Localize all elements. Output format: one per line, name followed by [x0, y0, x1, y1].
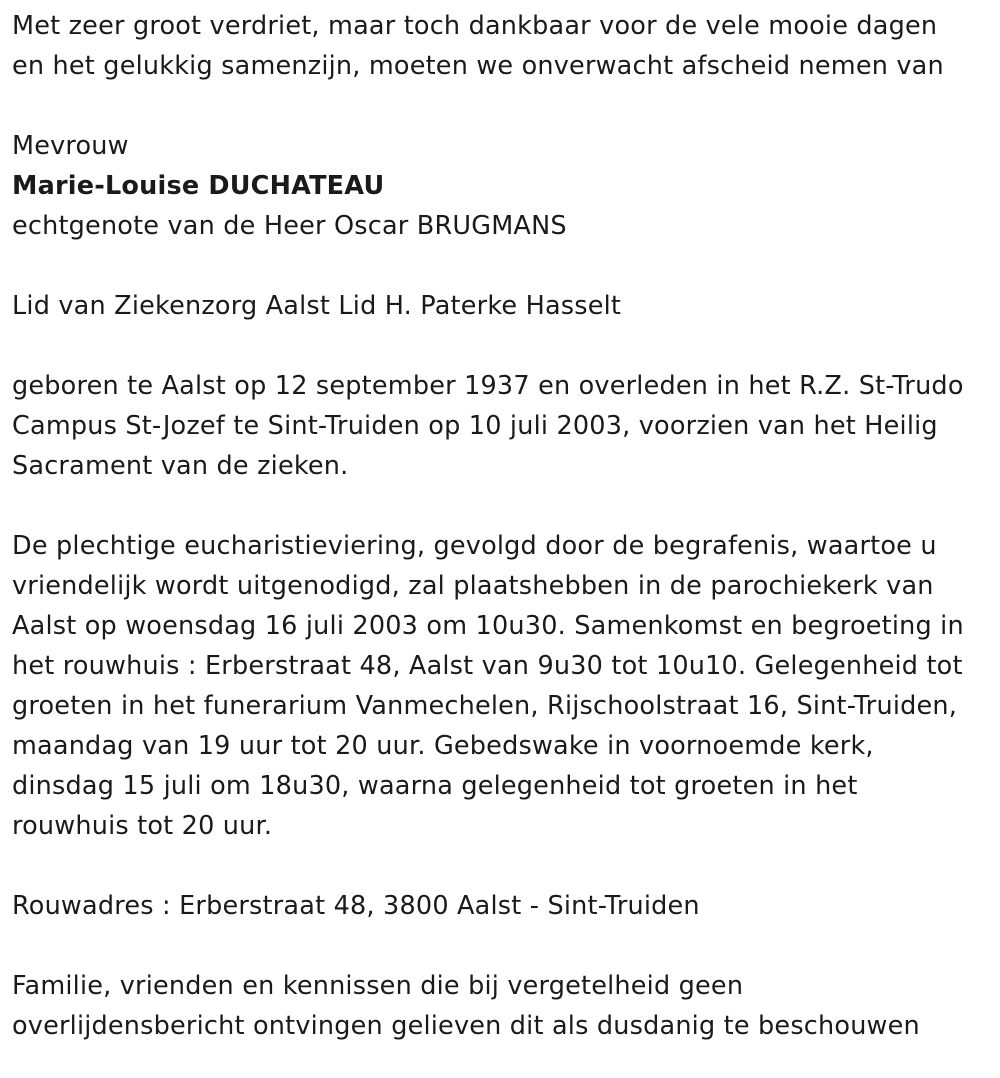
spacer — [12, 86, 988, 126]
spacer — [12, 486, 988, 526]
closing-paragraph: Familie, vrienden en kennissen die bij vergetelheid geen overlijdensbericht ontvingen gelieven dit als dusdanig te beschouwen — [12, 971, 920, 1041]
spouse-line: echtgenote van de Heer Oscar BRUGMANS — [12, 211, 567, 241]
spacer — [12, 926, 988, 966]
ceremony-paragraph: De plechtige eucharistieviering, gevolgd door de begrafenis, waartoe u vriendelijk wordt uitgenodigd, zal plaatshebben in de parochiekerk van Aalst op woensdag 16 juli 2003 om 10u30. Samenkomst en begroeting in het rouwhuis : Erberstraat 48, Aalst van 9u30 tot 10u10. Gelegenheid tot groeten in het funerarium Vanmechelen, Rijschoolstraat 16, Sint-Truiden, maandag van 19 uur tot 20 uur. Gebedswake in voornoemde kerk, dinsdag 15 juli om 18u30, waarna gelegenheid tot groeten in het rouwhuis tot 20 uur. — [12, 531, 964, 841]
membership-line: Lid van Ziekenzorg Aalst Lid H. Paterke Hasselt — [12, 291, 622, 321]
spacer — [12, 246, 988, 286]
salutation: Mevrouw — [12, 131, 129, 161]
deceased-name: Marie-Louise DUCHATEAU — [12, 171, 385, 201]
spacer — [12, 326, 988, 366]
birth-death-paragraph: geboren te Aalst op 12 september 1937 en overleden in het R.Z. St-Trudo Campus St-Jozef te Sint-Truiden op 10 juli 2003, voorzien van het Heilig Sacrament van de zieken. — [12, 371, 964, 481]
mourning-address: Rouwadres : Erberstraat 48, 3800 Aalst - Sint-Truiden — [12, 891, 700, 921]
intro-text: Met zeer groot verdriet, maar toch dankbaar voor de vele mooie dagen en het gelukkig samenzijn, moeten we onverwacht afscheid nemen van — [12, 11, 944, 81]
spacer — [12, 846, 988, 886]
